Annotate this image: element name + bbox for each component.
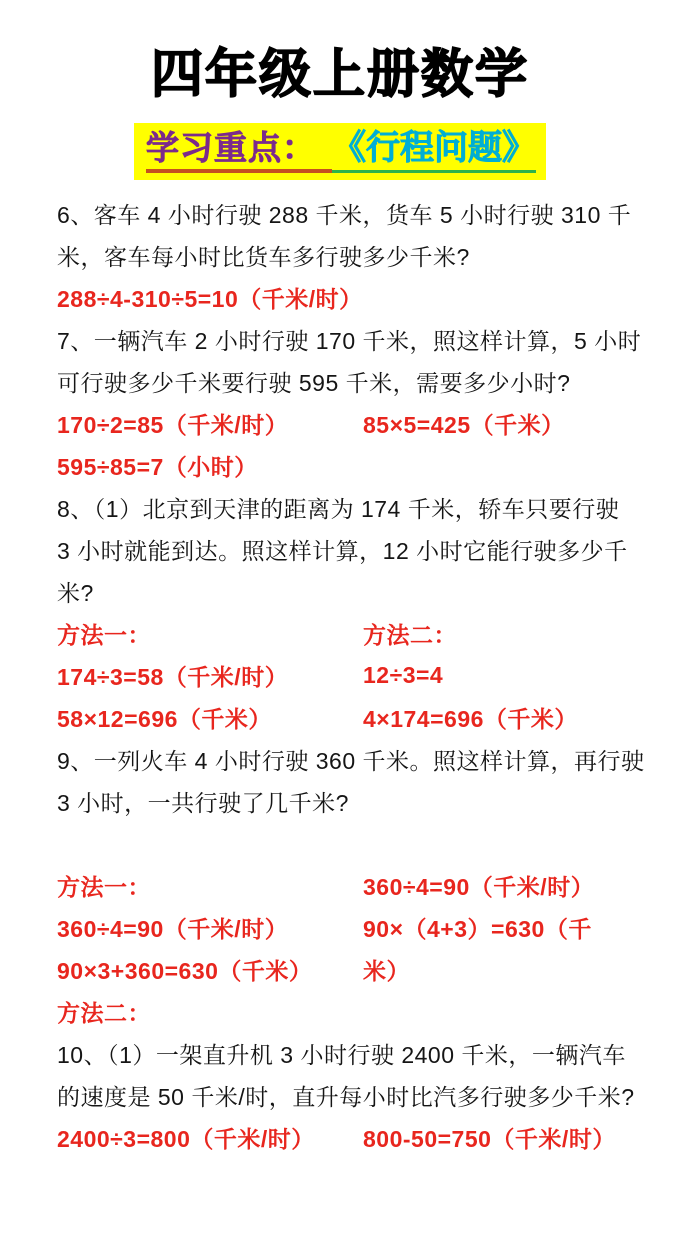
answer-text: 360÷4=90（千米/时） [57,915,289,942]
answer-text: 4×174=696（千米） [363,705,578,732]
answer-text: 85×5=425（千米） [363,411,565,438]
answer-line [57,990,652,1032]
question-text: 米，客车每小时比货车多行驶多少千米? [57,243,470,270]
focus-topic: 《行程问题》 [332,128,536,173]
answer-line [57,402,652,444]
question-text: 8、（1）北京到天津的距离为 174 千米，轿车只要行驶 [57,495,620,522]
page-title: 四年级上册数学 [150,46,529,104]
question-line [57,486,652,528]
answer-line [57,612,652,654]
question-text: 米? [57,579,94,606]
answer-line [57,276,652,318]
answer-text: 方法二： [57,999,151,1026]
question-line [57,780,652,822]
answer-text: 2400÷3=800（千米/时） [57,1125,315,1152]
question-line [57,318,652,360]
answer-line [57,948,652,990]
answer-text: 58×12=696（千米） [57,705,272,732]
answer-text: 米） [363,957,410,984]
focus-label: 学习重点： [146,128,332,173]
question-text: 6、客车 4 小时行驶 288 千米，货车 5 小时行驶 310 千 [57,201,632,228]
question-text: 10、（1）一架直升机 3 小时行驶 2400 千米，一辆汽车 [57,1041,626,1068]
problem-list [0,192,680,1158]
question-line [57,192,652,234]
question-text: 3 小时就能到达。照这样计算，12 小时它能行驶多少千 [57,537,628,564]
question-text: 9、一列火车 4 小时行驶 360 千米。照这样计算，再行驶 [57,747,645,774]
answer-line [57,906,652,948]
answer-text: 12÷3=4 [363,661,444,688]
question-text: 的速度是 50 千米/时，直升每小时比汽多行驶多少千米? [57,1083,635,1110]
question-text: 7、一辆汽车 2 小时行驶 170 千米，照这样计算，5 小时 [57,327,642,354]
answer-line [57,654,652,696]
answer-text: 90×3+360=630（千米） [57,957,313,984]
answer-text: 174÷3=58（千米/时） [57,663,289,690]
spacer-line [57,822,652,864]
question-line [57,234,652,276]
answer-text: 170÷2=85（千米/时） [57,411,289,438]
focus-banner-row [0,123,680,180]
answer-line [57,1116,652,1158]
question-line [57,528,652,570]
answer-text: 方法一： [57,621,151,648]
question-text: 可行驶多少千米要行驶 595 千米，需要多少小时? [57,369,571,396]
question-line [57,360,652,402]
answer-line [57,444,652,486]
answer-text: 288÷4-310÷5=10（千米/时） [57,285,363,312]
question-line [57,570,652,612]
answer-text: 595÷85=7（小时） [57,453,258,480]
answer-line [57,864,652,906]
question-line [57,738,652,780]
answer-text: 方法一： [57,873,151,900]
question-text: 3 小时，一共行驶了几千米? [57,789,349,816]
worksheet-page [0,44,680,1253]
focus-banner [134,123,546,180]
question-line [57,1074,652,1116]
answer-text: 方法二： [363,621,457,648]
answer-text: 360÷4=90（千米/时） [363,873,595,900]
answer-text: 800-50=750（千米/时） [363,1125,616,1152]
answer-line [57,696,652,738]
question-line [57,1032,652,1074]
answer-text: 90×（4+3）=630（千 [363,915,592,942]
